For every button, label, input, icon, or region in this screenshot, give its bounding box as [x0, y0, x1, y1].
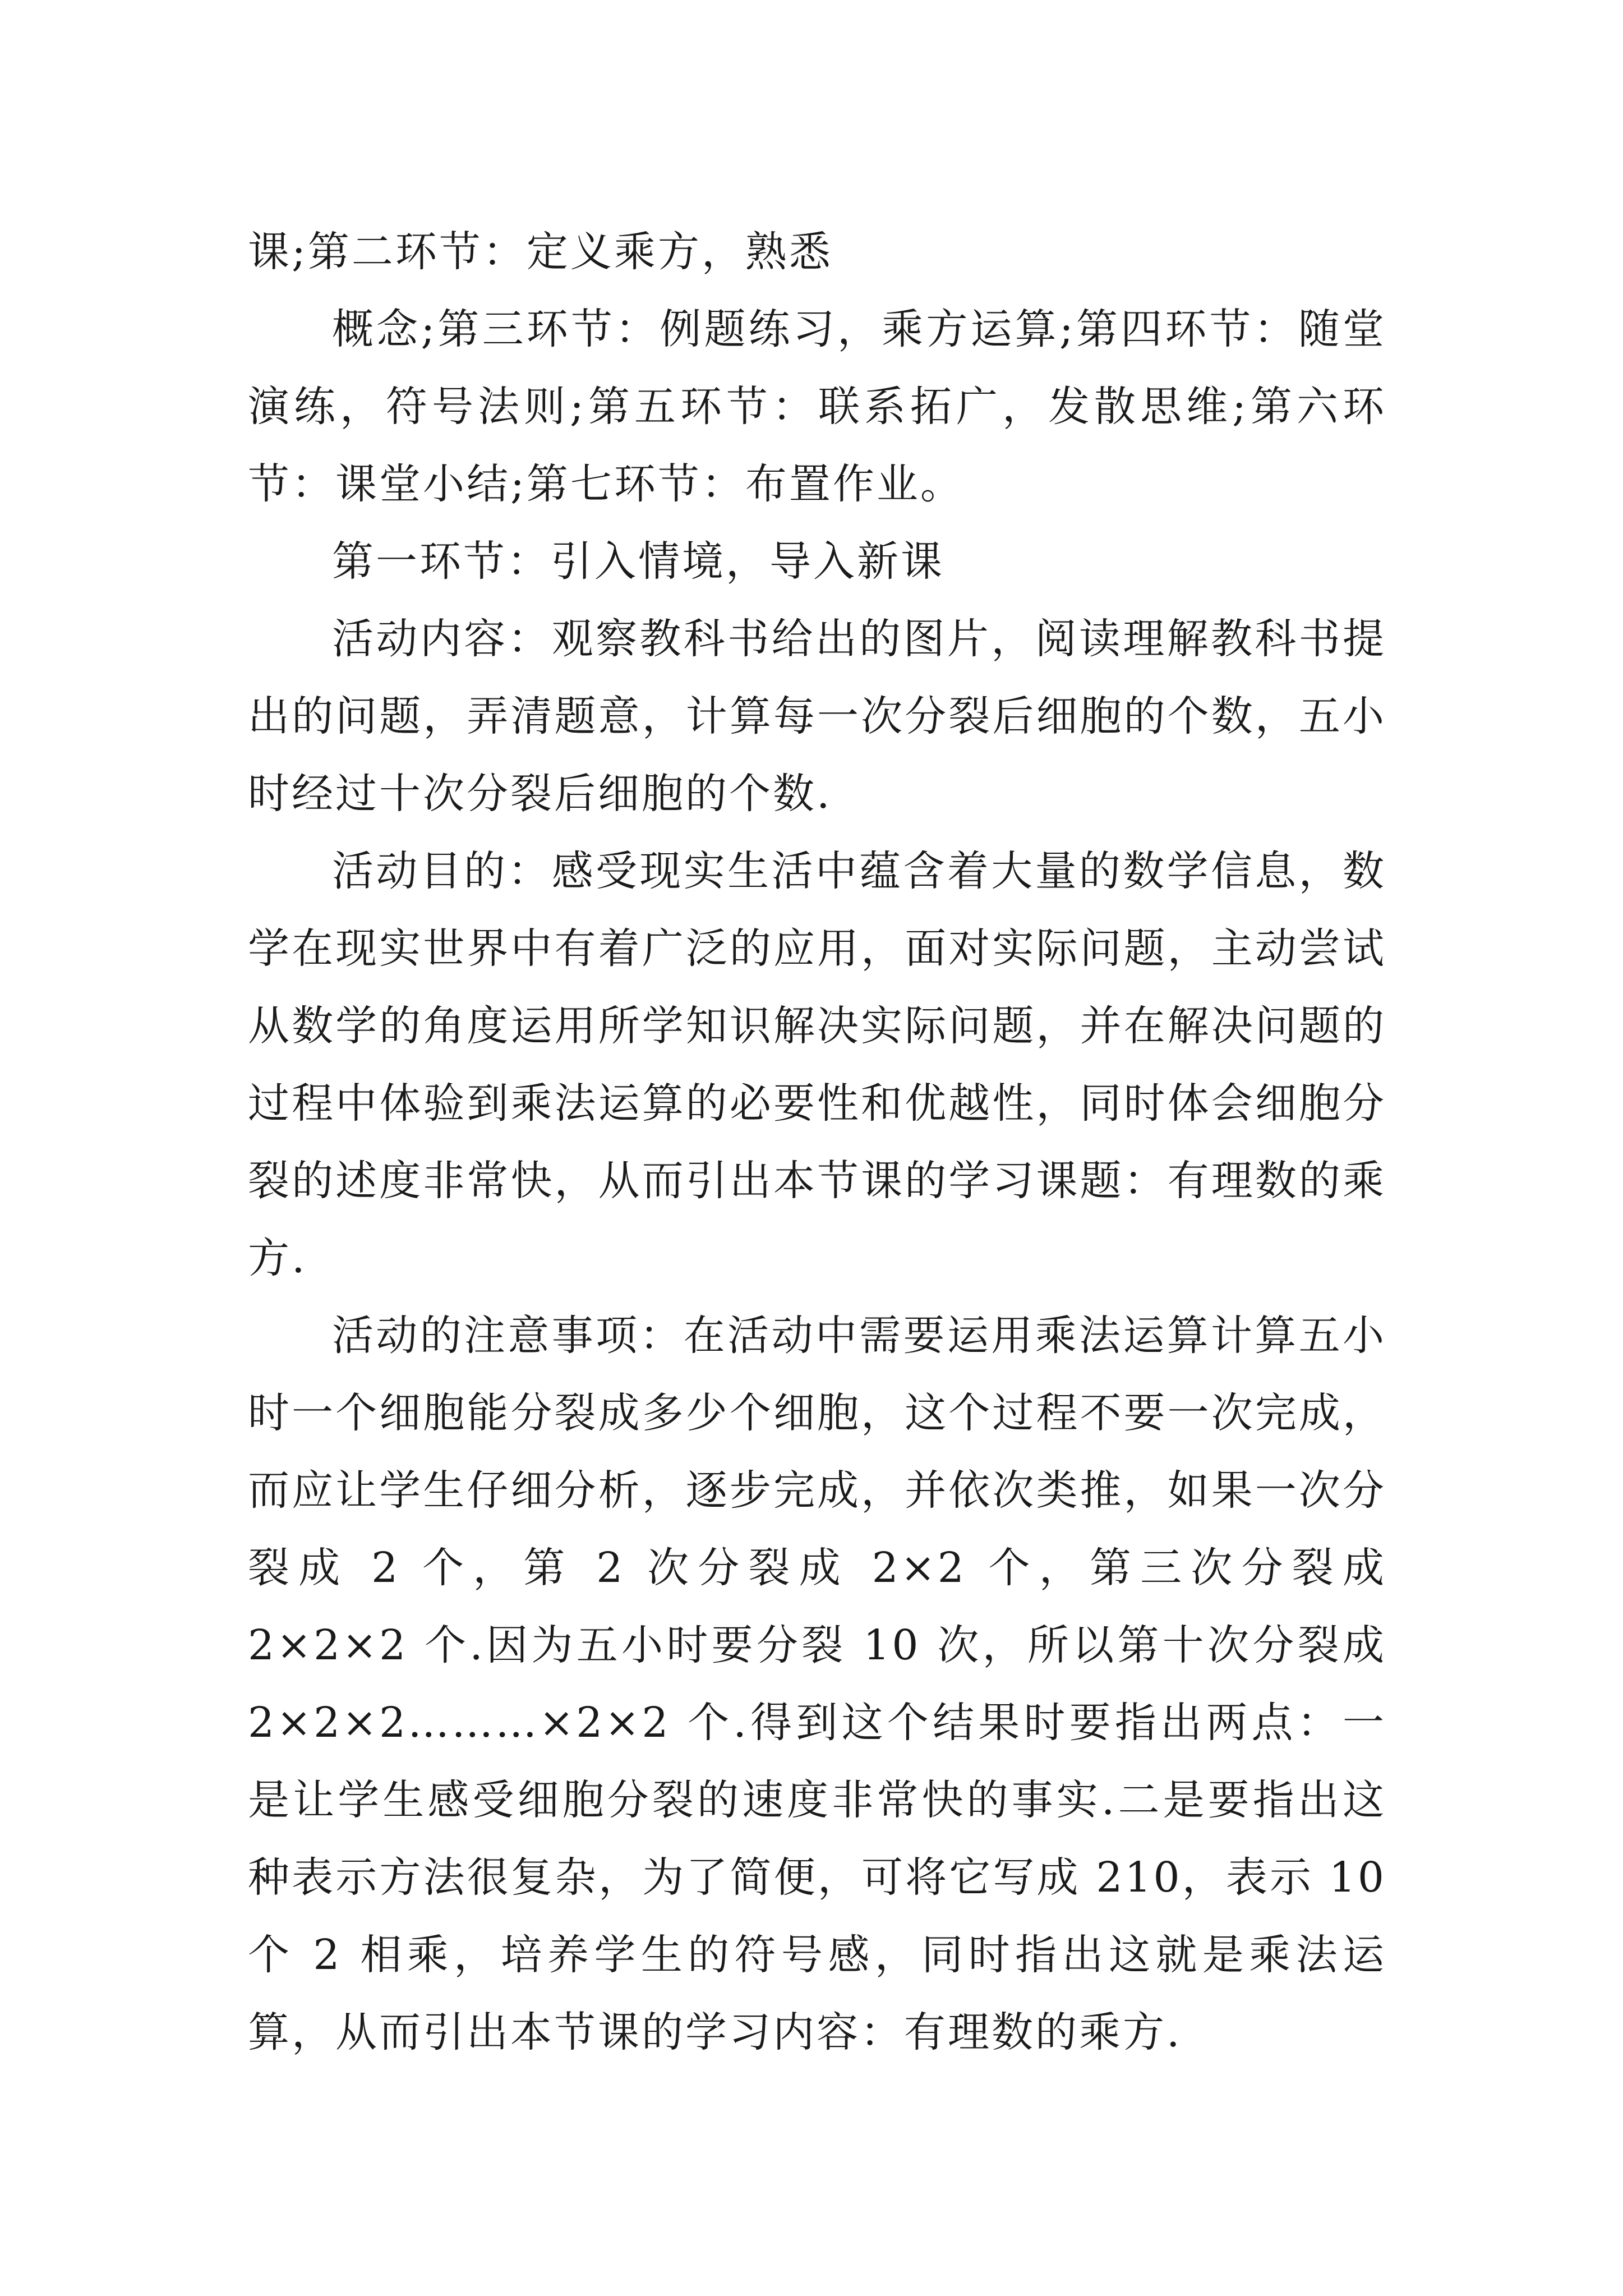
- document-body: [248, 213, 1386, 2071]
- paragraph-6: 活动的注意事项：在活动中需要运用乘法运算计算五小时一个细胞能分裂成多少个细胞，这个过程不要一次完成，而应让学生仔细分析，逐步完成，并依次类推，如果一次分裂成 2 个，第 2 次分裂成 2×2 个，第三次分裂成 2×2×2 个.因为五小时要分裂 10 次，所以第十次分裂成 2×2×2………×2×2 个.得到这个结果时要指出两点：一是让学生感受细胞分裂的速度非常快的事实.二是要指出这种表示方法很复杂，为了简便，可将它写成 210，表示 10 个 2 相乘，培养学生的符号感，同时指出这就是乘法运算，从而引出本节课的学习内容：有理数的乘方.: [248, 1312, 1386, 2056]
- paragraph-2: 概念;第三环节：例题练习，乘方运算;第四环节：随堂演练，符号法则;第五环节：联系拓广，发散思维;第六环节：课堂小结;第七环节：布置作业。: [248, 305, 1386, 508]
- paragraph-4: 活动内容：观察教科书给出的图片，阅读理解教科书提出的问题，弄清题意，计算每一次分裂后细胞的个数，五小时经过十次分裂后细胞的个数.: [248, 615, 1386, 818]
- paragraph-3: 第一环节：引入情境，导入新课: [332, 537, 944, 586]
- paragraph-5: 活动目的：感受现实生活中蕴含着大量的数学信息，数学在现实世界中有着广泛的应用，面对实际问题，主动尝试从数学的角度运用所学知识解决实际问题，并在解决问题的过程中体验到乘法运算的必要性和优越性，同时体会细胞分裂的述度非常快，从而引出本节课的学习课题：有理数的乘方.: [248, 847, 1386, 1282]
- paragraph-1: 课;第二环节：定义乘方，熟悉: [248, 228, 833, 276]
